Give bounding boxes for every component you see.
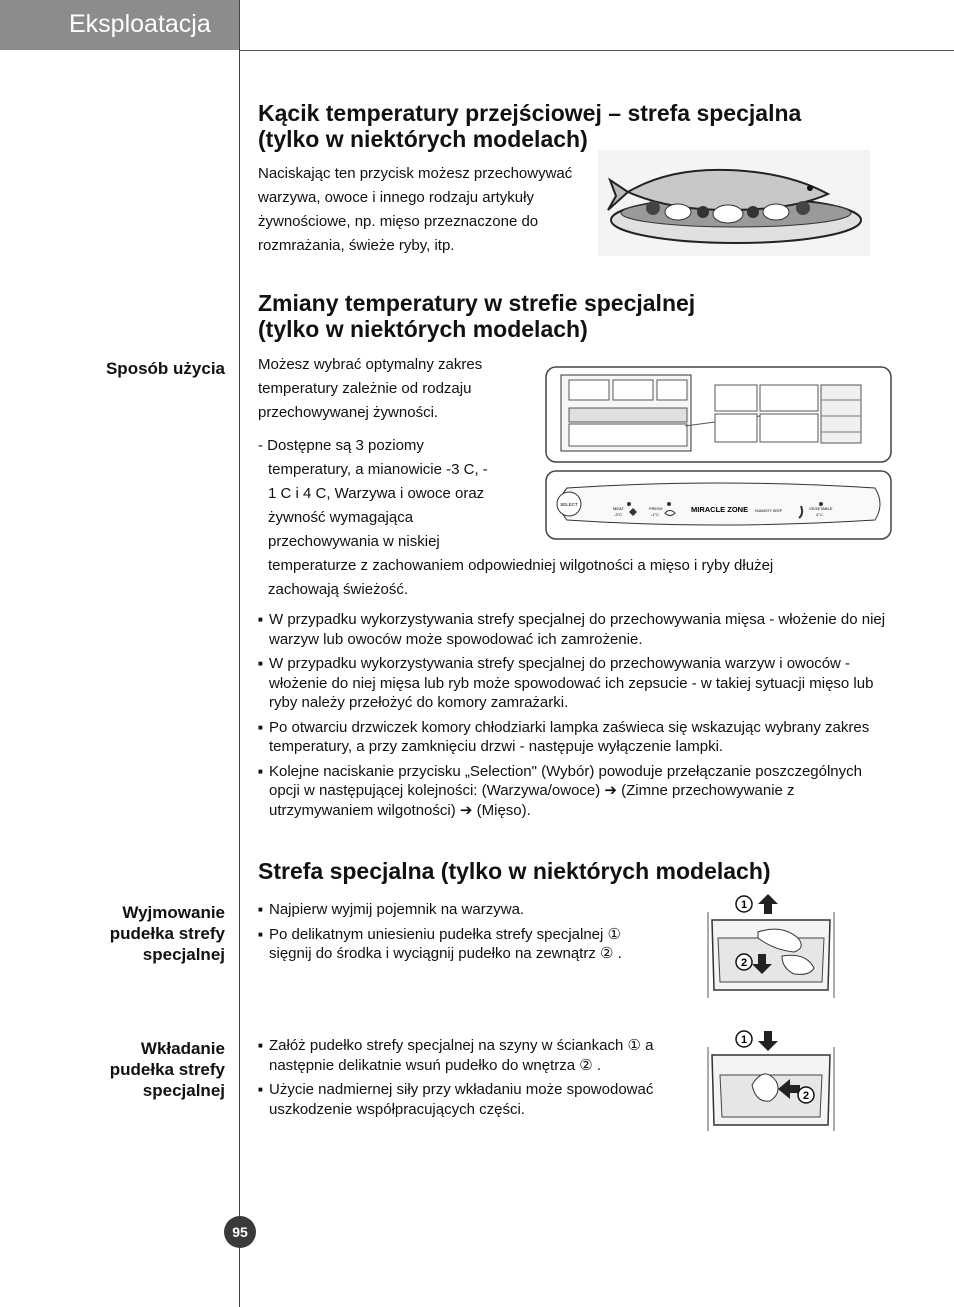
fresh-temp-label: -1°C <box>651 512 660 517</box>
miracle-zone-logo: MIRACLE ZONE <box>691 505 749 514</box>
vegetable-label: VEGETABLE <box>809 506 833 511</box>
list-item: ■ W przypadku wykorzystywania strefy specjalnej do przechowywania warzyw i owoców - włożenie do niej mięsa lub ryb może spowodować ich zepsucie - w takiej sytuacji mięso lub ryby należy przełożyć do komory zamrażarki. <box>258 654 888 713</box>
paragraph-line: przechowywania w niskiej <box>268 533 440 550</box>
list-item: ■ Najpierw wyjmij pojemnik na warzywa. <box>258 900 658 920</box>
paragraph-line: 1 C i 4 C, Warzywa i owoce oraz <box>268 485 485 502</box>
side-label-line: Wyjmowanie <box>122 903 225 922</box>
paragraph-line: warzywa, owoce i innego rodzaju artykuły <box>258 189 534 206</box>
miracle-zone-control-panel <box>545 470 892 540</box>
margin-divider <box>239 0 240 1307</box>
side-label-remove <box>110 902 225 965</box>
page-number: 95 <box>224 1216 256 1248</box>
remove-box-illustration <box>700 890 840 1000</box>
step-1-number: 1 <box>740 1034 748 1046</box>
side-label-insert <box>110 1038 225 1101</box>
section2-paragraph <box>258 353 482 425</box>
paragraph-line: żywnościowe, np. mięso przeznaczone do <box>258 213 539 230</box>
meat-temp-label: -3°C <box>614 512 623 517</box>
section2-title <box>258 290 695 342</box>
step-1-number: 1 <box>740 899 748 911</box>
list-item: ■ Po otwarciu drzwiczek komory chłodziarki lampka zaświeca się wskazując wybrany zakres temperatury, a przy zamknięciu drzwi - następuje wyłączenie lampki. <box>258 718 888 757</box>
side-label-usage: Sposób użycia <box>105 359 225 378</box>
humidity-keep-label: HUMIDITY KEEP <box>755 509 783 513</box>
section2-bullets <box>258 610 888 825</box>
paragraph-line: zachowają świeżość. <box>268 581 409 598</box>
section3-title: Strefa specjalna (tylko w niektórych modelach) <box>258 858 771 884</box>
page-section-title: Eksploatacja <box>69 10 211 38</box>
paragraph-line: Możesz wybrać optymalny zakres <box>258 356 483 373</box>
section2-title-line1: Zmiany temperatury w strefie specjalnej <box>258 290 696 316</box>
step-2-number: 2 <box>740 957 748 969</box>
fridge-interior-illustration <box>545 366 892 463</box>
list-item: ■ Użycie nadmiernej siły przy wkładaniu może spowodować uszkodzenie współpracujących części. <box>258 1080 658 1119</box>
paragraph-line: temperatury, a mianowicie -3 C, - <box>268 461 488 478</box>
step-2-number: 2 <box>802 1090 810 1102</box>
paragraph-line: - Dostępne są 3 poziomy <box>258 437 424 454</box>
section1-title-line1: Kącik temperatury przejściowej – strefa specjalna <box>258 100 802 126</box>
section1-title <box>258 100 801 152</box>
paragraph-line: temperaturze z zachowaniem odpowiedniej wilgotności a mięso i ryby dłużej <box>268 557 774 574</box>
arrow-up-icon <box>758 894 778 914</box>
vegetable-temp-label: 4°C <box>816 512 823 517</box>
paragraph-line: Naciskając ten przycisk możesz przechowywać <box>258 165 573 182</box>
insert-box-illustration <box>700 1025 840 1135</box>
list-item: ■ W przypadku wykorzystywania strefy specjalnej do przechowywania mięsa - włożenie do niej warzyw lub owoców może spowodować ich zamrożenie. <box>258 610 888 649</box>
side-label-line: pudełka strefy <box>109 1060 225 1079</box>
fish-on-platter-illustration <box>598 150 870 256</box>
paragraph-line: temperatury zależnie od rodzaju <box>258 380 472 397</box>
insert-bullets <box>258 1036 658 1124</box>
list-item: ■ Po delikatnym uniesieniu pudełka strefy specjalnej ① sięgnij do środka i wyciągnij pudełko na zewnątrz ② . <box>258 925 658 964</box>
list-item: ■ Załóż pudełko strefy specjalnej na szyny w ściankach ① a następnie delikatnie wsuń pudełko do wnętrza ② . <box>258 1036 658 1075</box>
side-label-line: pudełka strefy <box>109 924 225 943</box>
section1-title-line2: (tylko w niektórych modelach) <box>258 126 588 152</box>
arrow-down-icon <box>758 1031 778 1051</box>
remove-bullets <box>258 900 658 969</box>
section1-paragraph <box>258 162 572 258</box>
section2-title-line2: (tylko w niektórych modelach) <box>258 316 588 342</box>
side-label-line: specjalnej <box>142 945 225 964</box>
paragraph-line: rozmrażania, świeże ryby, itp. <box>258 237 455 254</box>
paragraph-line: żywność wymagająca <box>268 509 414 526</box>
side-label-line: Wkładanie <box>140 1039 225 1058</box>
side-label-line: specjalnej <box>142 1081 225 1100</box>
list-item: ■ Kolejne naciskanie przycisku „Selection" (Wybór) powoduje przełączanie poszczególnych opcji w następującej kolejności: (Warzywa/owoce) ➔ (Zimne przechowywanie z utrzymywaniem wilgotności) ➔ (Mięso). <box>258 762 888 821</box>
meat-label: MEAT <box>613 506 624 511</box>
fresh-label: FRESH <box>649 506 663 511</box>
select-label: SELECT <box>560 502 578 507</box>
paragraph-line: przechowywanej żywności. <box>258 404 439 421</box>
header-divider <box>239 50 954 51</box>
